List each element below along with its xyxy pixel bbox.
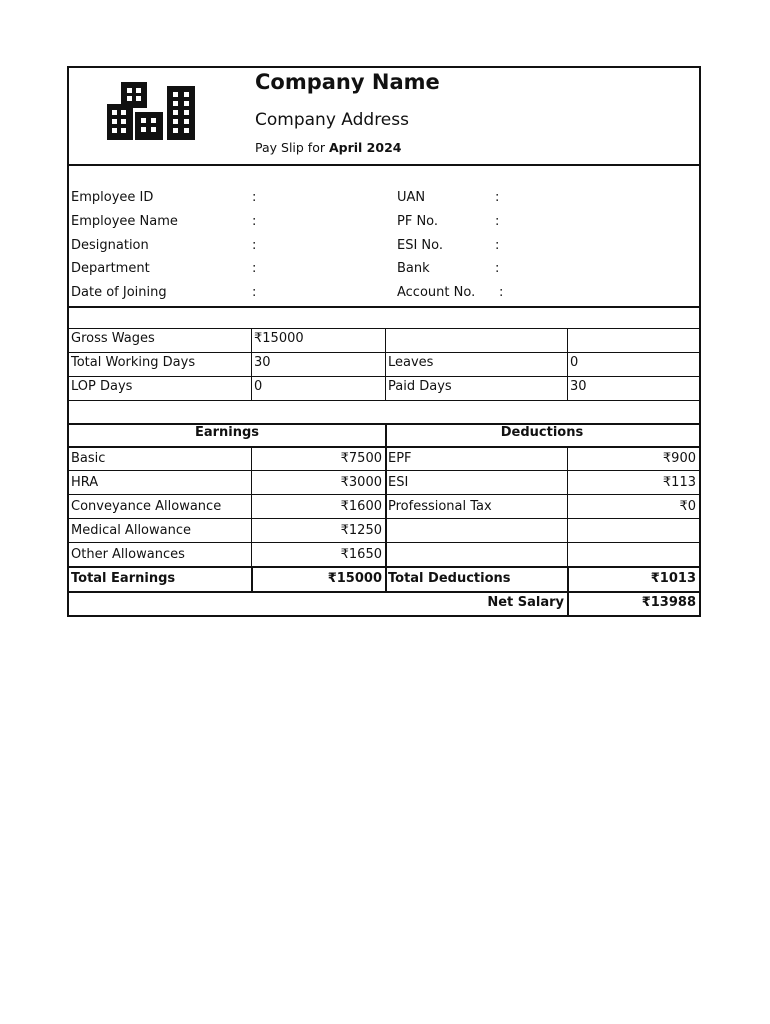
divider (69, 328, 699, 329)
separator: : (252, 261, 257, 276)
net-salary-label: Net Salary (487, 595, 564, 610)
pf-no-label: PF No. (397, 214, 439, 229)
lop-days-value: 0 (254, 379, 263, 394)
company-name: Company Name (255, 70, 440, 94)
date-of-joining-label: Date of Joining (71, 285, 167, 300)
separator: : (252, 214, 257, 229)
earning-label: HRA (71, 475, 99, 490)
total-earnings-amount: ₹15000 (327, 571, 382, 586)
divider (69, 306, 699, 308)
divider (69, 518, 699, 519)
company-address: Company Address (255, 110, 409, 130)
designation-label: Designation (71, 238, 149, 253)
deduction-label: ESI (388, 475, 409, 490)
column-divider (385, 328, 386, 400)
pay-slip (67, 66, 701, 617)
paid-days-label: Paid Days (388, 379, 452, 394)
separator: : (252, 190, 257, 205)
earning-amount: ₹7500 (340, 451, 382, 466)
company-header (69, 68, 699, 166)
earnings-heading: Earnings (194, 425, 260, 440)
total-working-days-label: Total Working Days (71, 355, 196, 370)
leaves-label: Leaves (388, 355, 434, 370)
divider (69, 566, 699, 568)
separator: : (252, 238, 257, 253)
account-no-label: Account No. (397, 285, 476, 300)
earning-label: Conveyance Allowance (71, 499, 222, 514)
uan-label: UAN (397, 190, 426, 205)
column-divider (567, 446, 568, 566)
separator: : (495, 238, 500, 253)
separator: : (495, 190, 500, 205)
leaves-value: 0 (570, 355, 579, 370)
earning-amount: ₹1250 (340, 523, 382, 538)
pay-slip-prefix: Pay Slip for (255, 140, 325, 155)
earning-amount: ₹3000 (340, 475, 382, 490)
pay-slip-period (255, 140, 401, 155)
deduction-amount: ₹0 (679, 499, 696, 514)
divider (69, 470, 699, 471)
total-working-days-value: 30 (254, 355, 271, 370)
divider (69, 352, 699, 353)
divider (69, 400, 699, 401)
separator: : (495, 261, 500, 276)
net-salary-amount: ₹13988 (641, 595, 696, 610)
earning-label: Other Allowances (71, 547, 185, 562)
esi-no-label: ESI No. (397, 238, 444, 253)
divider (69, 494, 699, 495)
divider (69, 591, 699, 593)
employee-id-label: Employee ID (71, 190, 154, 205)
earning-amount: ₹1650 (340, 547, 382, 562)
column-divider (251, 328, 252, 400)
divider (69, 376, 699, 377)
divider (69, 446, 699, 448)
total-earnings-label: Total Earnings (71, 571, 176, 586)
earning-label: Medical Allowance (71, 523, 191, 538)
employee-name-label: Employee Name (71, 214, 178, 229)
column-divider (251, 446, 252, 566)
column-divider (567, 328, 568, 400)
earning-amount: ₹1600 (340, 499, 382, 514)
office-buildings-icon (105, 80, 199, 142)
divider (69, 542, 699, 543)
deduction-label: EPF (388, 451, 412, 466)
gross-wages-value: ₹15000 (254, 331, 304, 346)
department-label: Department (71, 261, 150, 276)
deduction-amount: ₹900 (662, 451, 696, 466)
deduction-amount: ₹113 (662, 475, 696, 490)
paid-days-value: 30 (570, 379, 587, 394)
total-deductions-label: Total Deductions (388, 571, 511, 586)
pay-period: April 2024 (328, 140, 402, 155)
deductions-heading: Deductions (500, 425, 584, 440)
separator: : (495, 214, 500, 229)
deduction-label: Professional Tax (388, 499, 492, 514)
bank-label: Bank (397, 261, 430, 276)
total-deductions-amount: ₹1013 (650, 571, 696, 586)
separator: : (252, 285, 257, 300)
earning-label: Basic (71, 451, 106, 466)
lop-days-label: LOP Days (71, 379, 133, 394)
separator: : (499, 285, 504, 300)
column-divider (385, 423, 387, 591)
gross-wages-label: Gross Wages (71, 331, 155, 346)
